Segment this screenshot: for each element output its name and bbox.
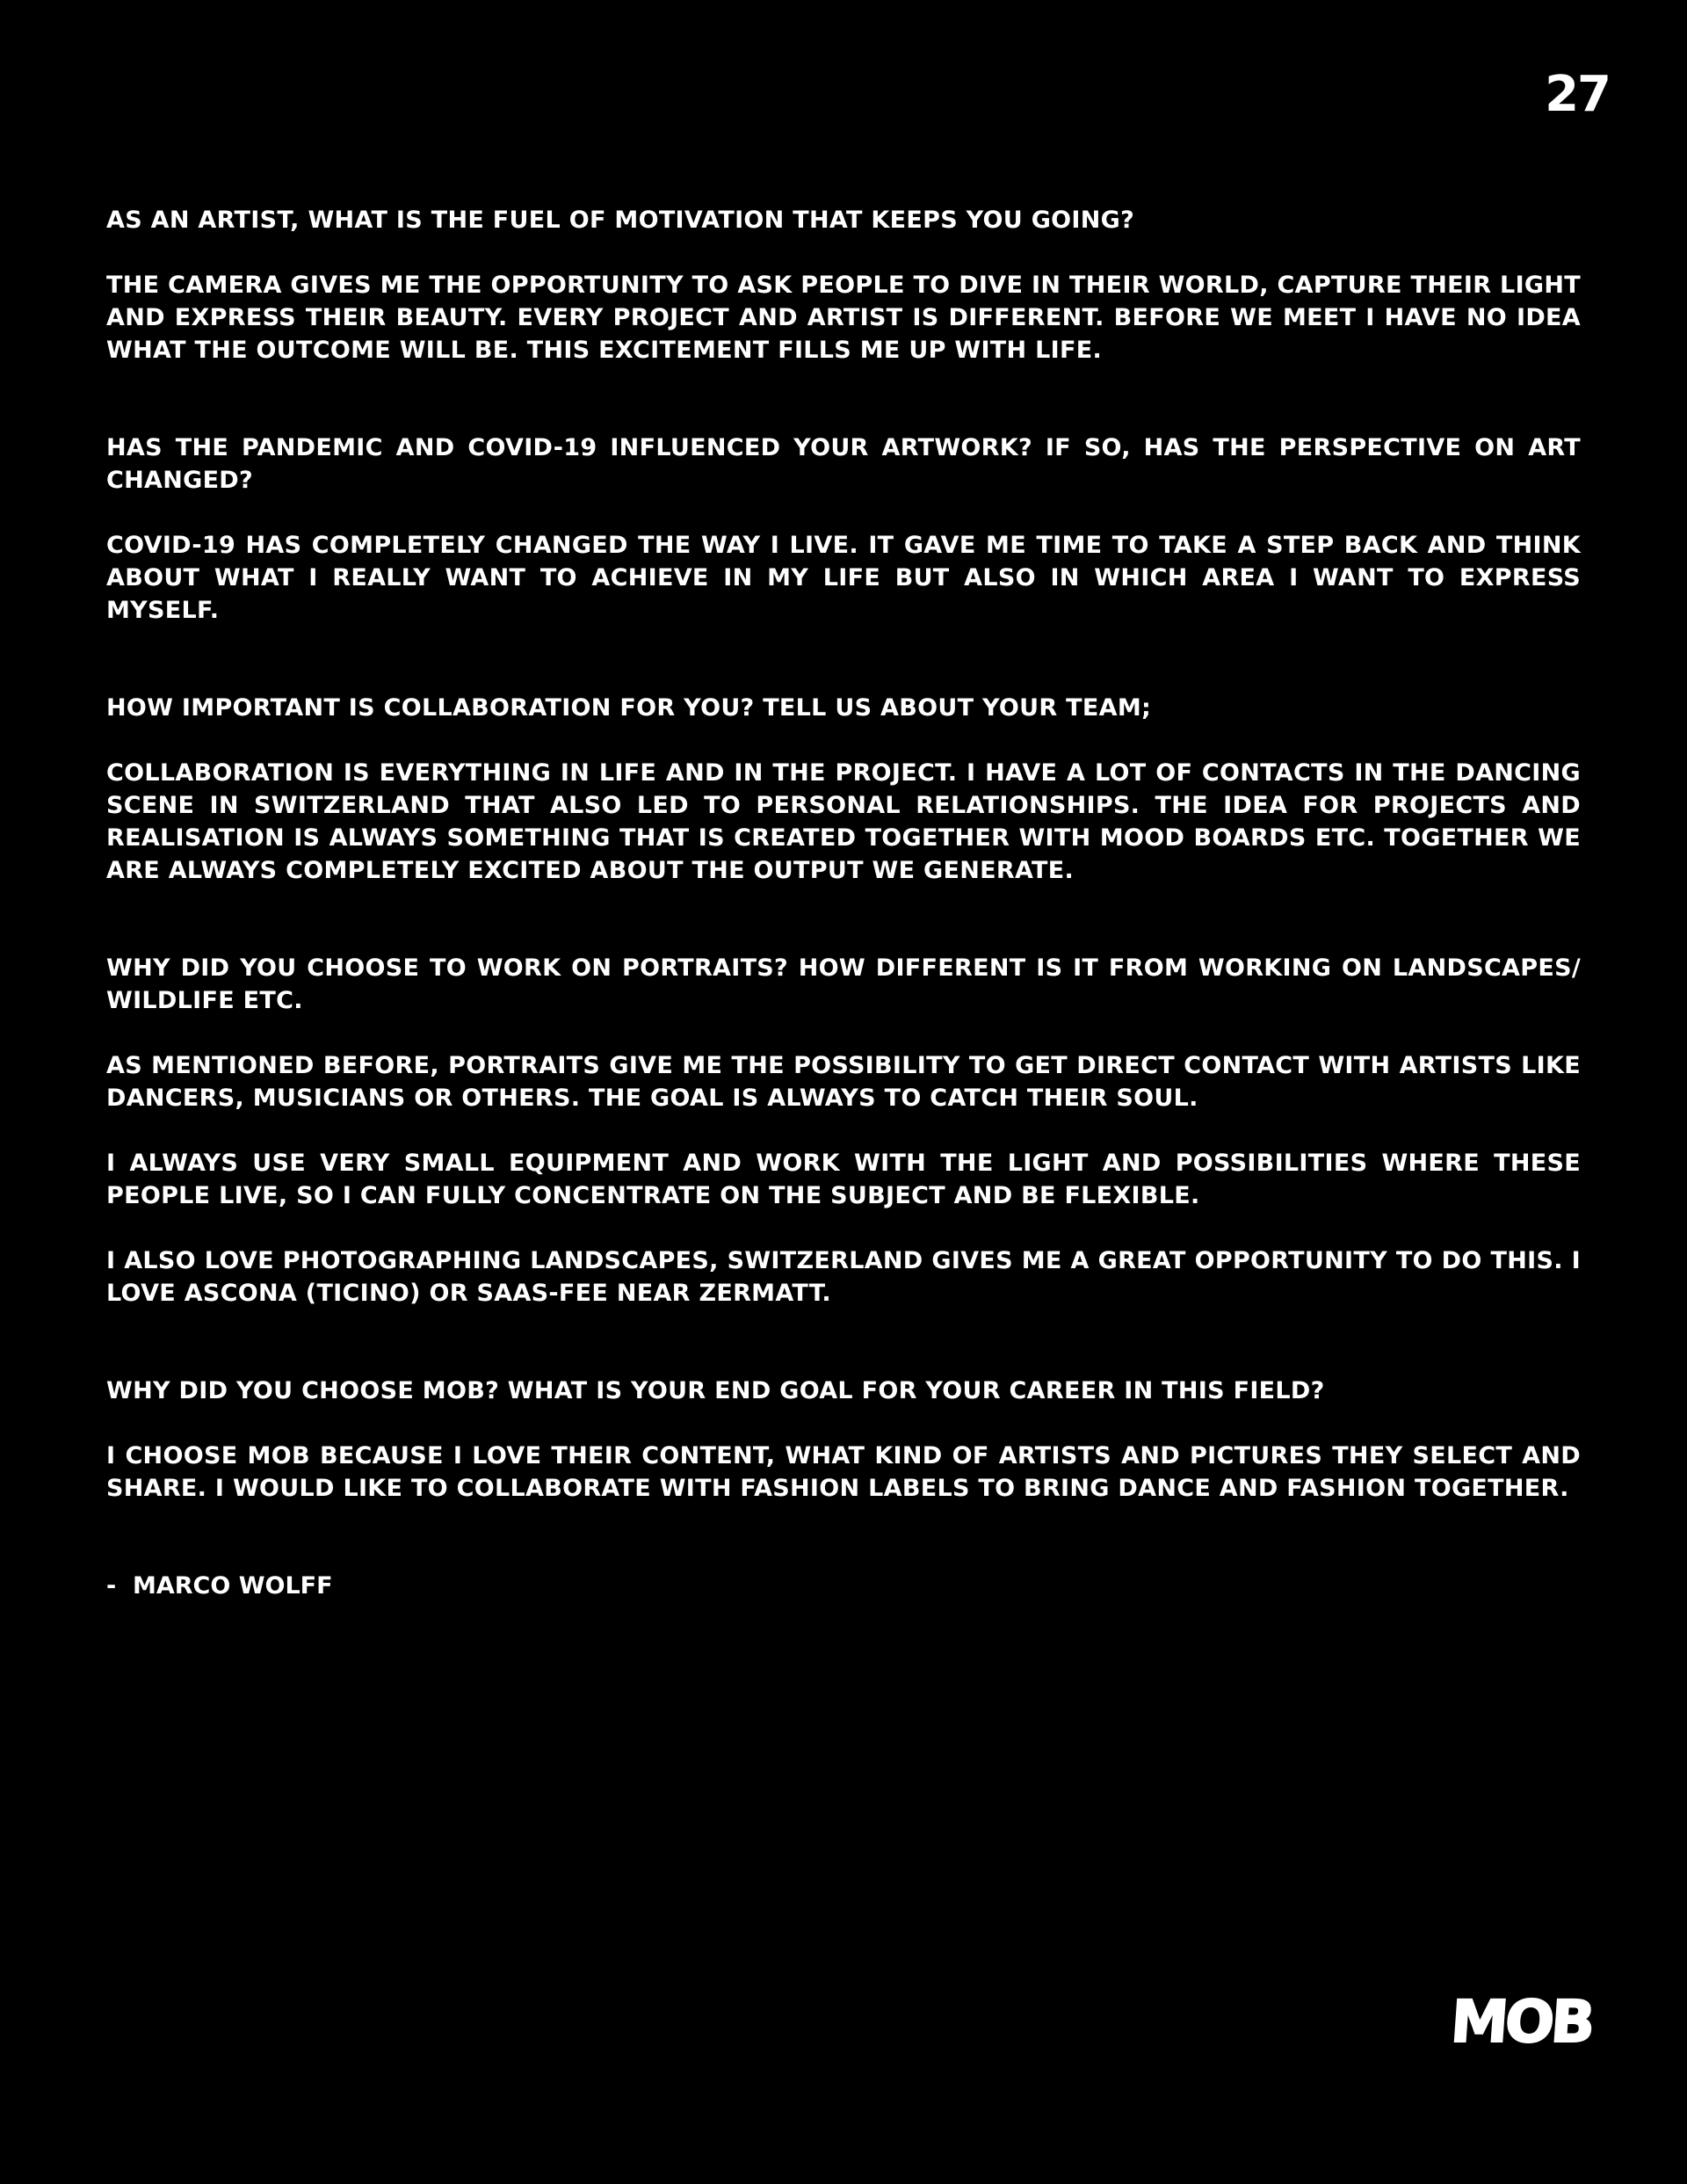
answer-paragraph: COVID-19 HAS COMPLETELY CHANGED THE WAY I LIVE. IT GAVE ME TIME TO TAKE A STEP BACK AND THINK ABOUT WHAT I REALLY WANT TO ACHIEVE IN MY LIFE BUT ALSO IN WHICH AREA I WANT TO EXPRESS MYSELF. [106, 532, 1581, 624]
question: HOW IMPORTANT IS COLLABORATION FOR YOU? TELL US ABOUT YOUR TEAM; [106, 694, 1152, 722]
qa-block [106, 1375, 1581, 1505]
answer-paragraph: THE CAMERA GIVES ME THE OPPORTUNITY TO ASK PEOPLE TO DIVE IN THEIR WORLD, CAPTURE THEIR LIGHT AND EXPRESS THEIR BEAUTY. EVERY PROJECT AND ARTIST IS DIFFERENT. BEFORE WE MEET I HAVE NO IDEA WHAT THE OUTCOME WILL BE. THIS EXCITEMENT FILLS ME UP WITH LIFE. [106, 272, 1581, 364]
mob-logo [1453, 1989, 1594, 2056]
qa-block [106, 692, 1581, 887]
question: WHY DID YOU CHOOSE TO WORK ON PORTRAITS? HOW DIFFERENT IS IT FROM WORKING ON LANDSCAPES/ WILDLIFE ETC. [106, 954, 1581, 1014]
answer-paragraph: I ALSO LOVE PHOTOGRAPHING LANDSCAPES, SWITZERLAND GIVES ME A GREAT OPPORTUNITY TO DO THIS. I LOVE ASCONA (TICINO) OR SAAS-FEE NEAR ZERMATT. [106, 1247, 1581, 1307]
mob-logo-icon [1453, 1989, 1594, 2052]
qa-block [106, 432, 1581, 627]
signature: - MARCO WOLFF [106, 1572, 333, 1600]
qa-block [106, 204, 1581, 366]
page-number: 27 [1545, 66, 1610, 123]
question: HAS THE PANDEMIC AND COVID-19 INFLUENCED YOUR ARTWORK? IF SO, HAS THE PERSPECTIVE ON ART CHANGED? [106, 434, 1581, 494]
answer-paragraph: I CHOOSE MOB BECAUSE I LOVE THEIR CONTENT, WHAT KIND OF ARTISTS AND PICTURES THEY SELECT AND SHARE. I WOULD LIKE TO COLLABORATE WITH FASHION LABELS TO BRING DANCE AND FASHION TOGETHER. [106, 1442, 1581, 1502]
answer-paragraph: AS MENTIONED BEFORE, PORTRAITS GIVE ME THE POSSIBILITY TO GET DIRECT CONTACT WITH ARTISTS LIKE DANCERS, MUSICIANS OR OTHERS. THE GOAL IS ALWAYS TO CATCH THEIR SOUL. [106, 1052, 1581, 1112]
qa-block [106, 952, 1581, 1310]
answer-paragraph: COLLABORATION IS EVERYTHING IN LIFE AND IN THE PROJECT. I HAVE A LOT OF CONTACTS IN THE DANCING SCENE IN SWITZERLAND THAT ALSO LED TO PERSONAL RELATIONSHIPS. THE IDEA FOR PROJECTS AND REALISATION IS ALWAYS SOMETHING THAT IS CREATED TOGETHER WITH MOOD BOARDS ETC. TOGETHER WE ARE ALWAYS COMPLETELY EXCITED ABOUT THE OUTPUT WE GENERATE. [106, 759, 1581, 884]
question: WHY DID YOU CHOOSE MOB? WHAT IS YOUR END GOAL FOR YOUR CAREER IN THIS FIELD? [106, 1377, 1325, 1404]
logo-text: MOB [1453, 1989, 1594, 2052]
answer-paragraph: I ALWAYS USE VERY SMALL EQUIPMENT AND WORK WITH THE LIGHT AND POSSIBILITIES WHERE THESE PEOPLE LIVE, SO I CAN FULLY CONCENTRATE ON THE SUBJECT AND BE FLEXIBLE. [106, 1150, 1581, 1209]
interview-body [106, 204, 1581, 1602]
question: AS AN ARTIST, WHAT IS THE FUEL OF MOTIVATION THAT KEEPS YOU GOING? [106, 207, 1135, 234]
